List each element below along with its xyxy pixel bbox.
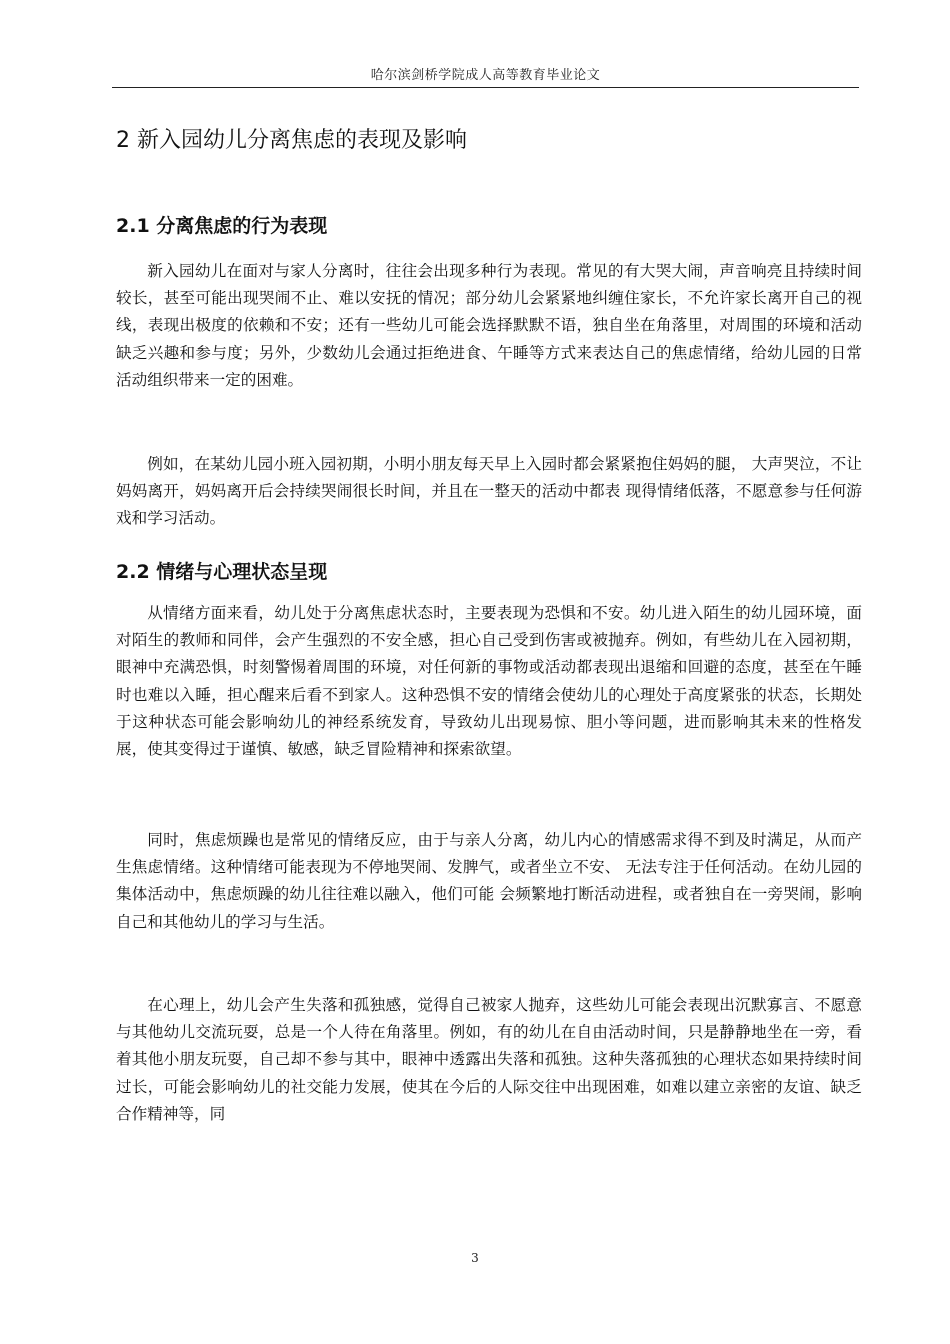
paragraph: 同时，焦虑烦躁也是常见的情绪反应，由于与亲人分离，幼儿内心的情感需求得不到及时满足，从而产生焦虑情绪。这种情绪可能表现为不停地哭闹、发脾气，或者坐立不安、 无法专注于任何活动。在幼儿园的集体活动中，焦虑烦躁的幼儿往往难以融入，他们可能 会频繁地打断活动进程，或者独自在一旁哭闹，影响自己和其他幼儿的学习与生活。 bbox=[116, 831, 862, 931]
page-number: 3 bbox=[471, 1251, 479, 1265]
section-title-2-2: 2.2 情绪与心理状态呈现 bbox=[116, 561, 328, 583]
header-divider bbox=[112, 87, 859, 88]
running-header: 哈尔滨剑桥学院成人高等教育毕业论文 bbox=[370, 68, 601, 83]
chapter-title: 2 新入园幼儿分离焦虑的表现及影响 bbox=[116, 128, 467, 153]
paragraph: 例如，在某幼儿园小班入园初期，小明小朋友每天早上入园时都会紧紧抱住妈妈的腿， 大声哭泣，不让妈妈离开，妈妈离开后会持续哭闹很长时间，并且在一整天的活动中都表 现得情绪低落，不愿意参与任何游戏和学习活动。 bbox=[116, 455, 862, 528]
paragraph: 从情绪方面来看，幼儿处于分离焦虑状态时，主要表现为恐惧和不安。幼儿进入陌生的幼儿园环境，面对陌生的教师和同伴，会产生强烈的不安全感，担心自己受到伤害或被抛弃。例如，有些幼儿在入园初期，眼神中充满恐惧，时刻警惕着周围的环境，对任何新的事物或活动都表现出退缩和回避的态度，甚至在午睡时也难以入睡，担心醒来后看不到家人。这种恐惧不安的情绪会使幼儿的心理处于高度紧张的状态，长期处于这种状态可能会影响幼儿的神经系统发育，导致幼儿出现易惊、胆小等问题，进而影响其未来的性格发展，使其变得过于谨慎、敏感，缺乏冒险精神和探索欲望。 bbox=[116, 604, 862, 759]
paragraph: 在心理上，幼儿会产生失落和孤独感，觉得自己被家人抛弃，这些幼儿可能会表现出沉默寡言、不愿意与其他幼儿交流玩耍，总是一个人待在角落里。例如，有的幼儿在自由活动时间，只是静静地坐在一旁，看着其他小朋友玩耍，自己却不参与其中，眼神中透露出失落和孤独。这种失落孤独的心理状态如果持续时间过长，可能会影响幼儿的社交能力发展，使其在今后的人际交往中出现困难，如难以建立亲密的友谊、缺乏合作精神等，同 bbox=[116, 996, 862, 1123]
paragraph: 新入园幼儿在面对与家人分离时，往往会出现多种行为表现。常见的有大哭大闹，声音响亮且持续时间较长，甚至可能出现哭闹不止、难以安抚的情况；部分幼儿会紧紧地纠缠住家长，不允许家长离开自己的视线，表现出极度的依赖和不安；还有一些幼儿可能会选择默默不语，独自坐在角落里，对周围的环境和活动缺乏兴趣和参与度；另外，少数幼儿会通过拒绝进食、午睡等方式来表达自己的焦虑情绪，给幼儿园的日常活动组织带来一定的困难。 bbox=[116, 262, 862, 389]
section-title-2-1: 2.1 分离焦虑的行为表现 bbox=[116, 215, 328, 237]
